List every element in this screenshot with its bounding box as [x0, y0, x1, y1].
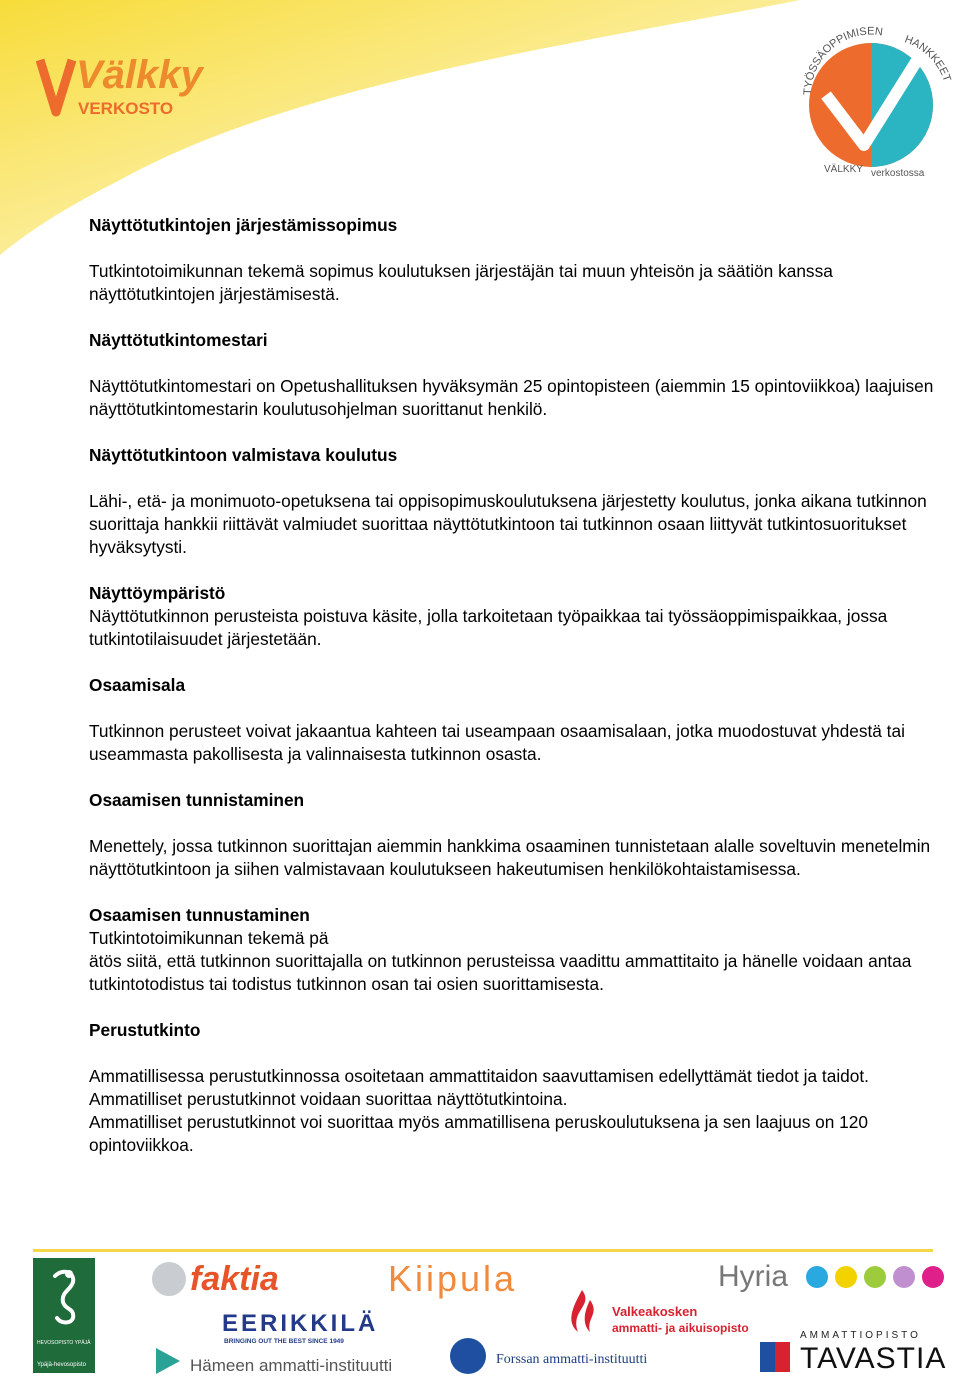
section-spacer [89, 651, 939, 674]
circle-logo-top: TYÖSSÄOPPIMISEN [801, 25, 884, 96]
hevosopisto-logo [33, 1258, 95, 1373]
glossary-definition: Menettely, jossa tutkinnon suorittajan aiemmin hankkima osaaminen tunnistetaan alalle soveltuvin menetelmin näyttötutkintoon ja siihen valmistavaan koulutukseen hakeutumisen henkilökohtaistamisessa. [89, 836, 931, 879]
glossary-term: Osaamisen tunnustaminen [89, 905, 310, 925]
valkeakoski-text-2: ammatti- ja aikuisopisto [612, 1321, 749, 1335]
hyria-dot [806, 1266, 828, 1288]
tavastia-text: TAVASTIA [800, 1342, 947, 1375]
section-spacer [89, 306, 939, 329]
valkeakoski-flame-icon [560, 1288, 604, 1334]
hyria-dot [835, 1266, 857, 1288]
glossary-term: Osaamisala [89, 675, 186, 695]
term-spacer [89, 237, 939, 260]
glossary-section [89, 421, 939, 559]
valkky-verkosto-logo [36, 30, 211, 120]
glossary-term: Näyttötutkintomestari [89, 330, 268, 350]
hevosopisto-caption: Ypäjä-hevosopisto [37, 1362, 86, 1368]
valkky-logo-sub: VERKOSTO [78, 99, 174, 118]
tavastia-small-text: AMMATTIOPISTO [800, 1330, 921, 1341]
glossary-definition: Näyttötutkinnon perusteista poistuva käsite, jolla tarkoitetaan työpaikkaa tai työssäoppimispaikkaa, jossa tutkintotilaisuudet järjestetään. [89, 606, 888, 649]
forssan-text: Forssan ammatti-instituutti [496, 1352, 648, 1367]
section-spacer [89, 559, 939, 582]
forssan-icon [450, 1338, 486, 1374]
glossary-definition: Tutkintotoimikunnan tekemä pä [89, 928, 329, 948]
glossary-section [89, 651, 939, 766]
hameen-text: Hämeen ammatti-instituutti [190, 1356, 393, 1375]
glossary-content [89, 214, 939, 1157]
glossary-definition: Lähi-, etä- ja monimuoto-opetuksena tai oppisopimuskoulutuksena järjestetty koulutus, jonka aikana tutkinnon suorittaja hankkii riittävät valmiudet suorittaa näyttötutkintoon tai tutkinnon osaan liittyvät tutkintosuoritukset hyväksytysti. [89, 491, 927, 557]
term-spacer [89, 697, 939, 720]
hevosopisto-label: HEVOSOPISTO YPÄJÄ [37, 1340, 91, 1346]
circle-logo-bottom-left: VÄLKKY [824, 164, 863, 175]
circle-logo-bottom-right: verkostossa [871, 168, 925, 179]
glossary-section [89, 559, 939, 651]
horse-icon [33, 1258, 95, 1338]
eerikkila-tagline: BRINGING OUT THE BEST SINCE 1949 [224, 1338, 344, 1345]
glossary-definition: Ammatillisessa perustutkinnossa osoitetaan ammattitaidon saavuttamisen edellyttämät tiedot ja taidot. Ammatilliset perustutkinnot voidaan suorittaa näyttötutkintoina. [89, 1066, 869, 1109]
glossary-definition: Näyttötutkintomestari on Opetushallituksen hyväksymän 25 opintopisteen (aiemmin 15 opintoviikkoa) laajuisen näyttötutkintomestarin koulutusohjelman suorittanut henkilö. [89, 376, 934, 419]
tavastia-icon [760, 1342, 790, 1372]
glossary-term: Osaamisen tunnistaminen [89, 790, 305, 810]
valkky-logo-text: Välkky [76, 53, 203, 97]
kiipula-logo: Kiipula [388, 1258, 518, 1299]
section-spacer [89, 881, 939, 904]
glossary-term: Näyttötutkintojen järjestämissopimus [89, 215, 398, 235]
section-spacer [89, 766, 939, 789]
term-spacer [89, 352, 939, 375]
glossary-definition: Ammatilliset perustutkinnot voi suorittaa myös ammatillisena peruskoulutuksena ja sen laajuus on 120 opintoviikkoa. [89, 1112, 869, 1155]
section-spacer [89, 421, 939, 444]
term-spacer [89, 812, 939, 835]
hameen-icon [156, 1348, 180, 1374]
hyria-text: Hyria [718, 1260, 789, 1293]
glossary-section [89, 214, 939, 306]
glossary-section [89, 306, 939, 421]
glossary-definition: ätös siitä, että tutkinnon suorittajalla on tutkinnon perusteissa vaadittu ammattitaito ja hänelle voidaan antaa tutkintotodistus tai todistus tutkinnon osan tai osien suorittamisesta. [89, 951, 912, 994]
valkeakoski-text-1: Valkeakosken [612, 1304, 698, 1319]
glossary-section [89, 881, 939, 996]
section-spacer [89, 996, 939, 1019]
faktia-icon [152, 1262, 186, 1296]
hyria-dots [806, 1266, 950, 1288]
glossary-definition: Tutkintotoimikunnan tekemä sopimus koulutuksen järjestäjän tai muun yhteisön ja säätiön kanssa näyttötutkintojen järjestämisestä. [89, 261, 833, 304]
glossary-section [89, 766, 939, 881]
footer-divider [33, 1249, 933, 1252]
term-spacer [89, 1042, 939, 1065]
term-spacer [89, 467, 939, 490]
glossary-section [89, 996, 939, 1157]
glossary-definition: Tutkinnon perusteet voivat jakaantua kahteen tai useampaan osaamisalaan, jotka muodostuvat yhdestä tai useammasta pakollisesta ja valinnaisesta tutkinnon osasta. [89, 721, 905, 764]
glossary-term: Näyttöympäristö [89, 583, 226, 603]
hyria-dot [893, 1266, 915, 1288]
glossary-term: Perustutkinto [89, 1020, 201, 1040]
eerikkila-text: EERIKKILÄ [222, 1310, 379, 1337]
tyossaoppimisen-hankkeet-logo [786, 10, 956, 180]
hyria-dot [864, 1266, 886, 1288]
circle-logo-right: HANKKEET [902, 33, 953, 84]
glossary-term: Näyttötutkintoon valmistava koulutus [89, 445, 398, 465]
hyria-dot [922, 1266, 944, 1288]
faktia-text: faktia [190, 1260, 279, 1298]
